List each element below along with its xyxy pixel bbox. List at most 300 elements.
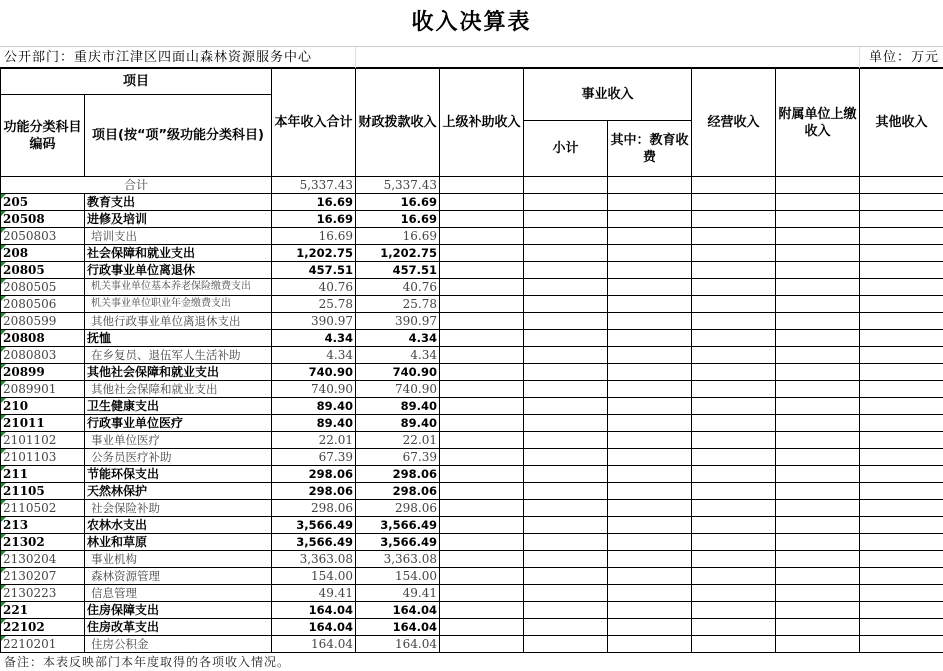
row-fiscal: 3,363.08: [356, 551, 440, 568]
table-row: [1, 262, 943, 279]
row-total-income: 164.04: [272, 619, 356, 636]
empty-cell: [608, 619, 692, 636]
row-code: 213: [1, 517, 85, 534]
row-total-income: 3,566.49: [272, 517, 356, 534]
row-code: 208: [1, 245, 85, 262]
row-name: 住房保障支出: [85, 602, 272, 619]
row-code: 2080599: [1, 313, 85, 330]
empty-cell: [440, 398, 524, 415]
row-name: 其他社会保障和就业支出: [85, 364, 272, 381]
row-name-text: 其他行政事业单位离退休支出: [91, 314, 241, 328]
row-fiscal: 1,202.75: [356, 245, 440, 262]
row-fiscal: 4.34: [356, 330, 440, 347]
empty-cell: [524, 296, 608, 313]
empty-cell: [692, 313, 776, 330]
row-name: 抚恤: [85, 330, 272, 347]
empty-cell: [692, 194, 776, 211]
empty-cell: [608, 347, 692, 364]
total-label: 合计: [1, 177, 272, 194]
empty-cell: [860, 347, 943, 364]
department-label: 公开部门：重庆市江津区四面山森林资源服务中心: [4, 50, 313, 65]
row-name-text: 信息管理: [91, 586, 137, 600]
empty-cell: [860, 432, 943, 449]
table-row: [1, 602, 943, 619]
row-name: [85, 381, 272, 398]
row-code: 2210201: [1, 636, 85, 653]
row-code: 20899: [1, 364, 85, 381]
empty-cell: [860, 398, 943, 415]
row-total-income: 49.41: [272, 585, 356, 602]
empty-cell: [860, 313, 943, 330]
table-row: [1, 534, 943, 551]
header-edu-fee: 其中：教育收费: [608, 121, 692, 177]
row-total-income: 3,566.49: [272, 534, 356, 551]
footnote: 备注：本表反映部门本年度取得的各项收入情况。: [4, 655, 291, 669]
table-row: [1, 551, 943, 568]
empty-cell: [776, 551, 860, 568]
empty-cell: [692, 330, 776, 347]
row-total-income: 457.51: [272, 262, 356, 279]
empty-cell: [524, 381, 608, 398]
empty-cell: [440, 228, 524, 245]
empty-cell: [608, 568, 692, 585]
total-income-value: 5,337.43: [272, 177, 356, 194]
header-operating: 经营收入: [692, 69, 776, 177]
row-name: 社会保障和就业支出: [85, 245, 272, 262]
empty-cell: [692, 449, 776, 466]
empty-cell: [524, 568, 608, 585]
row-total-income: 1,202.75: [272, 245, 356, 262]
header-total-income: 本年收入合计: [272, 69, 356, 177]
row-total-income: 3,363.08: [272, 551, 356, 568]
row-name: [85, 313, 272, 330]
empty-cell: [776, 483, 860, 500]
empty-cell: [860, 534, 943, 551]
empty-cell: [440, 211, 524, 228]
empty-cell: [776, 228, 860, 245]
header-fiscal: 财政拨款收入: [356, 69, 440, 177]
row-name: [85, 551, 272, 568]
empty-cell: [524, 483, 608, 500]
row-name: 卫生健康支出: [85, 398, 272, 415]
row-fiscal: 49.41: [356, 585, 440, 602]
row-total-income: 89.40: [272, 415, 356, 432]
row-code: 20805: [1, 262, 85, 279]
row-fiscal: 89.40: [356, 415, 440, 432]
empty-cell: [776, 313, 860, 330]
empty-cell: [860, 636, 943, 653]
row-code: 20508: [1, 211, 85, 228]
row-code: 21105: [1, 483, 85, 500]
row-fiscal: 298.06: [356, 483, 440, 500]
row-code: 21011: [1, 415, 85, 432]
header-business-income: 事业收入: [524, 69, 692, 121]
empty-cell: [524, 330, 608, 347]
table-row: [1, 296, 943, 313]
unit-label: 单位：万元: [868, 50, 939, 65]
empty-cell: [440, 585, 524, 602]
empty-cell: [776, 415, 860, 432]
empty-cell: [692, 364, 776, 381]
empty-cell: [692, 500, 776, 517]
empty-cell: [860, 279, 943, 296]
empty-cell: [524, 466, 608, 483]
row-name: 天然林保护: [85, 483, 272, 500]
empty-cell: [608, 517, 692, 534]
table-row: [1, 381, 943, 398]
row-name-text: 社会保险补助: [91, 501, 160, 515]
empty-cell: [608, 296, 692, 313]
empty-cell: [776, 330, 860, 347]
income-table: [0, 68, 943, 653]
empty-cell: [692, 551, 776, 568]
row-name: 行政事业单位医疗: [85, 415, 272, 432]
empty-cell: [608, 585, 692, 602]
table-row: [1, 364, 943, 381]
row-fiscal: 22.01: [356, 432, 440, 449]
row-name: 农林水支出: [85, 517, 272, 534]
empty-cell: [692, 517, 776, 534]
empty-cell: [608, 279, 692, 296]
empty-cell: [608, 228, 692, 245]
row-name: [85, 500, 272, 517]
empty-cell: [776, 381, 860, 398]
row-name: [85, 347, 272, 364]
row-fiscal: 89.40: [356, 398, 440, 415]
table-row: [1, 211, 943, 228]
empty-cell: [860, 517, 943, 534]
empty-cell: [860, 551, 943, 568]
empty-cell: [524, 517, 608, 534]
row-total-income: 740.90: [272, 381, 356, 398]
empty-cell: [860, 500, 943, 517]
row-name: 住房改革支出: [85, 619, 272, 636]
empty-cell: [692, 347, 776, 364]
empty-cell: [440, 381, 524, 398]
empty-cell: [608, 381, 692, 398]
row-name-text: 事业机构: [91, 552, 137, 566]
row-name: 行政事业单位离退休: [85, 262, 272, 279]
empty-cell: [860, 194, 943, 211]
empty-cell: [776, 296, 860, 313]
row-fiscal: 390.97: [356, 313, 440, 330]
empty-cell: [440, 636, 524, 653]
row-name-text: 在乡复员、退伍军人生活补助: [91, 348, 241, 362]
empty-cell: [860, 483, 943, 500]
row-fiscal: 740.90: [356, 381, 440, 398]
empty-cell: [692, 245, 776, 262]
header-upper-subsidy: 上级补助收入: [440, 69, 524, 177]
empty-cell: [608, 330, 692, 347]
row-total-income: 16.69: [272, 211, 356, 228]
row-name-text: 机关事业单位职业年金缴费支出: [91, 298, 231, 309]
empty-cell: [776, 449, 860, 466]
row-fiscal: 67.39: [356, 449, 440, 466]
empty-cell: [860, 381, 943, 398]
empty-cell: [608, 398, 692, 415]
row-code: 2130207: [1, 568, 85, 585]
row-name: [85, 636, 272, 653]
header-item: 项目: [1, 69, 272, 95]
table-row: [1, 415, 943, 432]
total-fiscal-value: 5,337.43: [356, 177, 440, 194]
empty-cell: [776, 347, 860, 364]
empty-cell: [440, 364, 524, 381]
empty-cell: [860, 228, 943, 245]
row-fiscal: 164.04: [356, 619, 440, 636]
empty-cell: [776, 466, 860, 483]
page-title: 收入决算表: [0, 0, 943, 47]
row-name-text: 机关事业单位基本养老保险缴费支出: [91, 281, 251, 292]
row-name: 林业和草原: [85, 534, 272, 551]
row-total-income: 89.40: [272, 398, 356, 415]
row-code: 2110502: [1, 500, 85, 517]
row-total-income: 4.34: [272, 347, 356, 364]
empty-cell: [692, 585, 776, 602]
row-fiscal: 16.69: [356, 211, 440, 228]
empty-cell: [692, 619, 776, 636]
empty-cell: [776, 364, 860, 381]
empty-cell: [440, 517, 524, 534]
row-fiscal: 16.69: [356, 194, 440, 211]
empty-cell: [524, 415, 608, 432]
empty-cell: [524, 449, 608, 466]
empty-cell: [692, 211, 776, 228]
empty-cell: [776, 211, 860, 228]
empty-cell: [692, 415, 776, 432]
empty-cell: [524, 211, 608, 228]
empty-cell: [440, 568, 524, 585]
empty-cell: [776, 398, 860, 415]
row-code: 2089901: [1, 381, 85, 398]
empty-cell: [776, 517, 860, 534]
header-other: 其他收入: [860, 69, 943, 177]
empty-cell: [608, 415, 692, 432]
empty-cell: [860, 211, 943, 228]
table-row: [1, 228, 943, 245]
row-name: 教育支出: [85, 194, 272, 211]
row-name: [85, 432, 272, 449]
table-row: [1, 279, 943, 296]
row-code: 2080505: [1, 279, 85, 296]
empty-cell: [524, 636, 608, 653]
empty-cell: [860, 262, 943, 279]
row-name: 节能环保支出: [85, 466, 272, 483]
row-code: 2050803: [1, 228, 85, 245]
row-code: 22102: [1, 619, 85, 636]
total-row: [1, 177, 943, 194]
row-code: 2080803: [1, 347, 85, 364]
empty-cell: [776, 500, 860, 517]
empty-cell: [440, 449, 524, 466]
table-row: [1, 313, 943, 330]
header-affiliated: 附属单位上缴收入: [776, 69, 860, 177]
empty-cell: [524, 500, 608, 517]
empty-cell: [776, 636, 860, 653]
header-name: 项目(按“项”级功能分类科目): [85, 95, 272, 177]
empty-cell: [860, 245, 943, 262]
row-fiscal: 3,566.49: [356, 517, 440, 534]
row-total-income: 298.06: [272, 466, 356, 483]
empty-cell: [776, 262, 860, 279]
empty-cell: [524, 313, 608, 330]
table-row: [1, 398, 943, 415]
row-fiscal: 16.69: [356, 228, 440, 245]
row-fiscal: 164.04: [356, 636, 440, 653]
empty-cell: [860, 466, 943, 483]
row-name-text: 其他社会保障和就业支出: [91, 382, 218, 396]
empty-cell: [692, 466, 776, 483]
row-total-income: 390.97: [272, 313, 356, 330]
empty-cell: [776, 568, 860, 585]
empty-cell: [440, 415, 524, 432]
empty-cell: [692, 568, 776, 585]
empty-cell: [524, 619, 608, 636]
empty-cell: [524, 245, 608, 262]
empty-cell: [524, 585, 608, 602]
empty-cell: [440, 432, 524, 449]
row-total-income: 164.04: [272, 636, 356, 653]
table-row: [1, 347, 943, 364]
empty-cell: [440, 551, 524, 568]
row-fiscal: 298.06: [356, 466, 440, 483]
empty-cell: [860, 296, 943, 313]
row-code: 210: [1, 398, 85, 415]
empty-cell: [776, 585, 860, 602]
empty-cell: [440, 602, 524, 619]
table-row: [1, 245, 943, 262]
empty-cell: [524, 194, 608, 211]
table-row: [1, 585, 943, 602]
empty-cell: [440, 245, 524, 262]
empty-cell: [608, 262, 692, 279]
row-fiscal: 40.76: [356, 279, 440, 296]
table-row: [1, 568, 943, 585]
empty-cell: [860, 415, 943, 432]
row-total-income: 67.39: [272, 449, 356, 466]
empty-cell: [524, 432, 608, 449]
row-fiscal: 4.34: [356, 347, 440, 364]
empty-cell: [440, 330, 524, 347]
row-fiscal: 457.51: [356, 262, 440, 279]
row-total-income: 298.06: [272, 483, 356, 500]
empty-cell: [776, 432, 860, 449]
row-code: 2080506: [1, 296, 85, 313]
row-code: 221: [1, 602, 85, 619]
empty-cell: [524, 262, 608, 279]
empty-cell: [608, 432, 692, 449]
empty-cell: [608, 534, 692, 551]
row-fiscal: 25.78: [356, 296, 440, 313]
empty-cell: [692, 279, 776, 296]
row-code: 2130204: [1, 551, 85, 568]
empty-cell: [440, 194, 524, 211]
row-name-text: 住房公积金: [91, 637, 149, 651]
header-code: 功能分类科目编码: [1, 95, 85, 177]
empty-cell: [524, 364, 608, 381]
row-code: 21302: [1, 534, 85, 551]
empty-cell: [608, 364, 692, 381]
empty-cell: [608, 313, 692, 330]
empty-cell: [692, 262, 776, 279]
empty-cell: [440, 347, 524, 364]
empty-cell: [860, 364, 943, 381]
row-fiscal: 3,566.49: [356, 534, 440, 551]
empty-cell: [524, 602, 608, 619]
empty-cell: [440, 483, 524, 500]
row-name-text: 公务员医疗补助: [91, 450, 172, 464]
table-row: [1, 517, 943, 534]
row-fiscal: 164.04: [356, 602, 440, 619]
row-code: 2101103: [1, 449, 85, 466]
empty-cell: [860, 568, 943, 585]
row-name: [85, 279, 272, 296]
table-row: [1, 619, 943, 636]
empty-cell: [860, 449, 943, 466]
row-total-income: 4.34: [272, 330, 356, 347]
empty-cell: [608, 194, 692, 211]
row-name-text: 培训支出: [91, 229, 137, 243]
table-row: [1, 194, 943, 211]
row-name: [85, 585, 272, 602]
empty-cell: [440, 534, 524, 551]
empty-cell: [692, 636, 776, 653]
empty-cell: [692, 602, 776, 619]
row-total-income: 740.90: [272, 364, 356, 381]
table-row: [1, 636, 943, 653]
row-total-income: 16.69: [272, 228, 356, 245]
empty-cell: [776, 619, 860, 636]
empty-cell: [608, 636, 692, 653]
empty-cell: [440, 313, 524, 330]
empty-cell: [776, 602, 860, 619]
row-name: [85, 449, 272, 466]
empty-cell: [440, 296, 524, 313]
empty-cell: [608, 466, 692, 483]
empty-cell: [692, 534, 776, 551]
empty-cell: [776, 279, 860, 296]
row-name: [85, 296, 272, 313]
row-code: 205: [1, 194, 85, 211]
row-total-income: 164.04: [272, 602, 356, 619]
empty-cell: [776, 245, 860, 262]
empty-cell: [860, 602, 943, 619]
table-row: [1, 330, 943, 347]
empty-cell: [608, 211, 692, 228]
empty-cell: [524, 534, 608, 551]
empty-cell: [608, 449, 692, 466]
empty-cell: [692, 483, 776, 500]
row-fiscal: 154.00: [356, 568, 440, 585]
empty-cell: [524, 398, 608, 415]
empty-cell: [608, 602, 692, 619]
row-total-income: 40.76: [272, 279, 356, 296]
table-row: [1, 500, 943, 517]
row-code: 2130223: [1, 585, 85, 602]
empty-cell: [860, 330, 943, 347]
row-code: 20808: [1, 330, 85, 347]
empty-cell: [692, 228, 776, 245]
table-row: [1, 466, 943, 483]
empty-cell: [608, 500, 692, 517]
empty-cell: [440, 500, 524, 517]
empty-cell: [692, 381, 776, 398]
row-fiscal: 298.06: [356, 500, 440, 517]
empty-cell: [524, 551, 608, 568]
empty-cell: [524, 279, 608, 296]
empty-cell: [692, 398, 776, 415]
empty-cell: [524, 347, 608, 364]
